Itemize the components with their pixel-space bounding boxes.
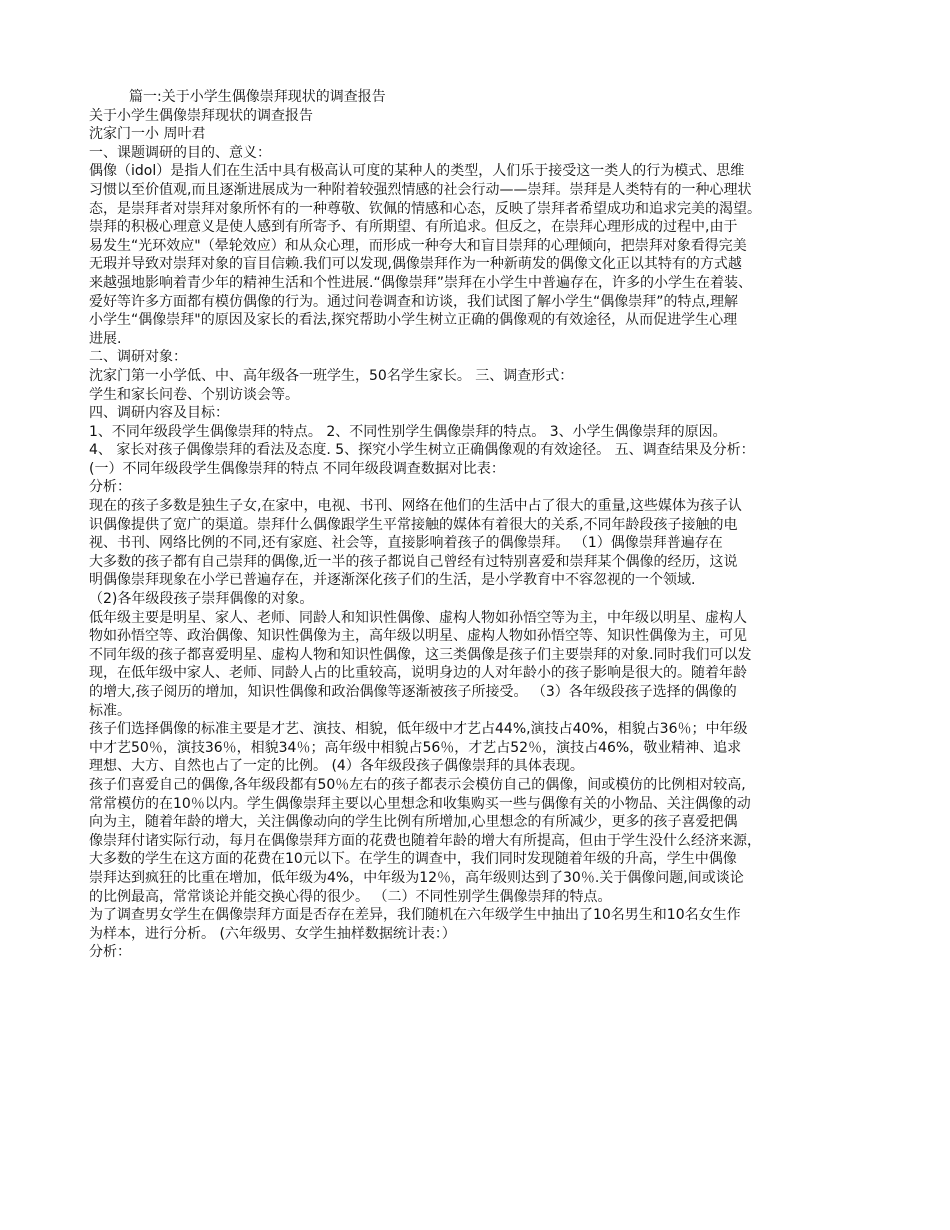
text-line: 崇拜的积极心理意义是使人感到有所寄予、有所期望、有所追求。但反之，在崇拜心理形成的过程中,由于 [89,219,738,236]
text-line: 沈家门第一小学低、中、高年级各一班学生，50名学生家长。 三、调查形式： [89,367,574,384]
text-line: 不同年级的孩子都喜爱明星、虚构人物和知识性偶像，这三类偶像是孩子们主要崇拜的对象.同时我们可以发 [89,646,752,663]
text-line: 小学生“偶像崇拜"的原因及家长的看法,探究帮助小学生树立正确的偶像观的有效途径，从而促进学生心理 [89,312,738,329]
text-line: 常常模仿的在10％以内。学生偶像崇拜主要以心里想念和收集购买一些与偶像有关的小物品、关注偶像的动 [89,795,751,812]
text-line: 视、书刊、网络比例的不同,还有家庭、社会等，直接影响着孩子的偶像崇拜。 （1）偶像崇拜普遍存在 [89,535,723,552]
author-line: 沈家门一小 周叶君 [89,126,206,143]
text-line: 大多数的孩子都有自己崇拜的偶像,近一半的孩子都说自己曾经有过特别喜爱和崇拜某个偶像的经历，这说 [89,553,738,570]
text-line: 1、不同年级段学生偶像崇拜的特点。 2、不同性别学生偶像崇拜的特点。 3、小学生偶像崇拜的原因。 [89,423,727,440]
text-line: 物如孙悟空等、政治偶像、知识性偶像为主，高年级以明星、虚构人物如孙悟空等、知识性偶像为主，可见 [89,628,747,645]
text-line: 无瑕并导致对崇拜对象的盲目信赖.我们可以发现,偶像崇拜作为一种新萌发的偶像文化正以其特有的方式越 [89,256,742,273]
document-body [89,88,869,962]
section-heading: 四、调研内容及目标： [89,405,229,422]
text-line: 像崇拜付诸实际行动，每月在偶像崇拜方面的花费也随着年龄的增大有所提高，但由于学生没什么经济来源， [89,832,761,849]
text-line: 分析： [89,944,131,961]
text-line: 标准。 [89,702,131,719]
text-line: 为样本，进行分析。 (六年级男、女学生抽样数据统计表：） [89,925,456,942]
report-title: 关于小学生偶像崇拜现状的调查报告 [89,107,313,124]
subsection-heading: （2)各年级段孩子崇拜偶像的对象。 [89,591,314,608]
text-line: 为了调查男女学生在偶像崇拜方面是否存在差异，我们随机在六年级学生中抽出了10名男生和10名女生作 [89,907,741,924]
text-line: 的增大,孩子阅历的增加，知识性偶像和政治偶像等逐渐被孩子所接受。 （3）各年级段孩子选择的偶像的 [89,684,737,700]
text-line: 孩子们喜爱自己的偶像,各年级段都有50％左右的孩子都表示会模仿自己的偶像，间或模仿的比例相对较高, [89,776,746,793]
text-line: 易发生“光环效应"（晕轮效应）和从众心理，而形成一种夸大和盲目崇拜的心理倾向，把崇拜对象看得完美 [89,237,747,254]
text-line: 大多数的学生在这方面的花费在10元以下。在学生的调查中，我们同时发现随着年级的升高，学生中偶像 [89,851,737,868]
text-line: 4、 家长对孩子偶像崇拜的看法及态度. 5、探究小学生树立正确偶像观的有效途径。 五、调查结果及分析： [89,442,755,459]
text-line: (一）不同年级段学生偶像崇拜的特点 不同年级段调查数据对比表： [89,460,505,477]
text-line: 态，是崇拜者对崇拜对象所怀有的一种尊敬、钦佩的情感和心态，反映了崇拜者希望成功和追求完美的渴望。 [89,200,761,217]
text-line: 偶像（idol）是指人们在生活中具有极高认可度的某种人的类型，人们乐于接受这一类人的行为模式、思维 [89,163,745,180]
text-line: 孩子们选择偶像的标准主要是才艺、演技、相貌，低年级中才艺占44%,演技占40%，相貌占36％；中年级 [89,721,748,738]
text-line: 中才艺50％，演技36％，相貌34％；高年级中相貌占56％，才艺占52％，演技占46%，敬业精神、追求 [89,739,742,756]
text-line: 识偶像提供了宽广的渠道。崇拜什么偶像跟学生平常接触的媒体有着很大的关系,不同年龄段孩子接触的电 [89,516,738,533]
text-line: 明偶像崇拜现象在小学已普遍存在，并逐渐深化孩子们的生活，是小学教育中不容忽视的一个领域. [89,572,696,589]
text-line: 学生和家长问卷、个别访谈会等。 [89,386,299,403]
text-line: 来越强地影响着青少年的精神生活和个性进展.“偶像崇拜”崇拜在小学生中普遍存在，许多的小学生在着装、 [89,274,752,291]
section-heading: 二、调研对象： [89,349,187,366]
text-line: 习惯以至价值观,而且逐渐进展成为一种附着较强烈情感的社会行动——崇拜。崇拜是人类特有的一种心理状 [89,181,752,198]
document-heading: 篇一:关于小学生偶像崇拜现状的调查报告 [129,89,386,105]
text-line: 的比例最高，常常谈论并能交换心得的很少。 （二）不同性别学生偶像崇拜的特点。 [89,888,612,905]
text-line: 低年级主要是明星、家人、老师、同龄人和知识性偶像、虚构人物如孙悟空等为主，中年级以明星、虚构人 [89,609,747,626]
text-line: 进展. [89,330,122,347]
text-line: 崇拜达到疯狂的比重在增加，低年级为4%，中年级为12％，高年级则达到了30％.关于偶像问题,间或谈论 [89,869,744,886]
text-line: 现在的孩子多数是独生子女,在家中，电视、书刊、网络在他们的生活中占了很大的重量,这些媒体为孩子认 [89,498,742,515]
text-line: 现，在低年级中家人、老师、同龄人占的比重较高，说明身边的人对年龄小的孩子影响是很大的。随着年龄 [89,665,747,682]
text-line: 分析： [89,479,131,496]
section-heading: 一、课题调研的目的、意义： [89,144,271,161]
text-line: 爱好等许多方面都有模仿偶像的行为。通过问卷调查和访谈，我们试图了解小学生“偶像崇拜”的特点,理解 [89,293,738,310]
text-line: 理想、大方、自然也占了一定的比例。 (4）各年级段孩子偶像崇拜的具体表现。 [89,758,584,775]
text-line: 向为主，随着年龄的增大，关注偶像动向的学生比例有所增加,心里想念的有所减少，更多的孩子喜爱把偶 [89,814,738,831]
